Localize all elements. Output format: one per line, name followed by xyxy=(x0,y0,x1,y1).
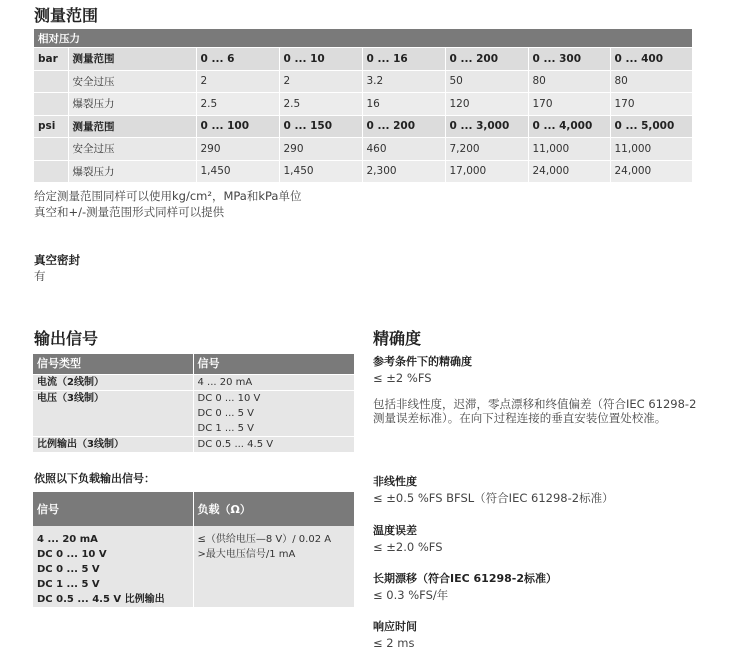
load-signal: DC 0 ... 5 V xyxy=(37,564,100,575)
load-signal: 4 ... 20 mA xyxy=(37,534,98,545)
unit-cell xyxy=(34,93,68,116)
output-section-title: 输出信号 xyxy=(34,329,99,348)
row-label: 爆裂压力 xyxy=(68,93,196,116)
row-label: 爆裂压力 xyxy=(68,160,196,183)
range-value: 2.5 xyxy=(279,93,362,116)
range-value: 17,000 xyxy=(445,160,528,183)
range-value: 2,300 xyxy=(362,160,445,183)
unit-cell xyxy=(34,160,68,183)
signal-values xyxy=(193,391,354,437)
range-value: 7,200 xyxy=(445,138,528,161)
load-value: >最大电压信号/1 mA xyxy=(197,549,296,560)
range-value: 0 ... 100 xyxy=(196,115,279,138)
output-col-type: 信号类型 xyxy=(33,354,193,375)
range-value: 120 xyxy=(445,93,528,116)
output-row xyxy=(33,375,354,391)
range-value: 80 xyxy=(528,70,610,93)
output-signal-table xyxy=(33,354,355,452)
load-value-list xyxy=(193,526,354,607)
load-col-load: 负载（Ω） xyxy=(193,492,354,526)
range-value: 80 xyxy=(610,70,692,93)
range-value: 0 ... 4,000 xyxy=(528,115,610,138)
range-value: 0 ... 150 xyxy=(279,115,362,138)
signal-value: DC 1 ... 5 V xyxy=(197,423,254,434)
unit-cell xyxy=(34,138,68,161)
row-label: 测量范围 xyxy=(68,48,196,71)
range-value: 0 ... 5,000 xyxy=(610,115,692,138)
row-label: 安全过压 xyxy=(68,70,196,93)
vacuum-seal-value: 有 xyxy=(34,269,46,283)
range-value: 0 ... 10 xyxy=(279,48,362,71)
range-row xyxy=(34,70,692,93)
output-row xyxy=(33,437,354,453)
load-signal: DC 0.5 ... 4.5 V 比例输出 xyxy=(37,594,165,605)
range-row xyxy=(34,160,692,183)
range-row xyxy=(34,138,692,161)
range-value: 0 ... 200 xyxy=(445,48,528,71)
output-row xyxy=(33,391,354,437)
signal-type-label: 比例输出（3线制） xyxy=(37,439,124,450)
range-value: 290 xyxy=(196,138,279,161)
signal-value: DC 0 ... 5 V xyxy=(197,408,254,419)
range-row xyxy=(34,93,692,116)
signal-values xyxy=(193,375,354,391)
range-value: 460 xyxy=(362,138,445,161)
row-label: 测量范围 xyxy=(68,115,196,138)
nonlinearity-title: 非线性度 xyxy=(373,475,417,488)
pressure-range-table xyxy=(34,29,693,183)
load-value: ≤（供给电压—8 V）/ 0.02 A xyxy=(197,534,332,545)
load-col-signal: 信号 xyxy=(33,492,193,526)
temperature-error-value: ≤ ±2.0 %FS xyxy=(373,540,443,554)
range-value: 24,000 xyxy=(610,160,692,183)
range-value: 24,000 xyxy=(528,160,610,183)
load-signal: DC 0 ... 10 V xyxy=(37,549,107,560)
output-col-signal: 信号 xyxy=(193,354,354,375)
load-table xyxy=(33,492,355,607)
signal-type-label: 电流（2线制） xyxy=(37,377,104,388)
load-signal: DC 1 ... 5 V xyxy=(37,579,100,590)
unit-cell xyxy=(34,70,68,93)
range-row xyxy=(34,115,692,138)
ref-accuracy-title: 参考条件下的精确度 xyxy=(373,355,472,368)
signal-value: DC 0.5 ... 4.5 V xyxy=(197,439,274,450)
signal-values xyxy=(193,437,354,453)
range-value: 0 ... 6 xyxy=(196,48,279,71)
load-signal-list xyxy=(33,526,193,607)
signal-type-label: 电压（3线制） xyxy=(37,393,104,404)
ref-accuracy-value: ≤ ±2 %FS xyxy=(373,371,432,385)
load-title: 依照以下负载输出信号： xyxy=(34,472,155,485)
range-value: 1,450 xyxy=(196,160,279,183)
bar-rows xyxy=(34,48,692,116)
range-value: 0 ... 200 xyxy=(362,115,445,138)
response-time-title: 响应时间 xyxy=(373,620,417,633)
range-value: 0 ... 400 xyxy=(610,48,692,71)
units-note: 给定测量范围同样可以使用kg/cm²，MPa和kPa单位 xyxy=(34,189,302,203)
vacuum-range-note: 真空和+/-测量范围形式同样可以提供 xyxy=(34,205,225,219)
range-value: 290 xyxy=(279,138,362,161)
signal-type xyxy=(33,375,193,391)
nonlinearity-value: ≤ ±0.5 %FS BFSL（符合IEC 61298-2标准） xyxy=(373,491,614,505)
range-value: 170 xyxy=(610,93,692,116)
range-value: 170 xyxy=(528,93,610,116)
range-value: 11,000 xyxy=(610,138,692,161)
range-value: 0 ... 3,000 xyxy=(445,115,528,138)
range-row xyxy=(34,48,692,71)
temperature-error-title: 温度误差 xyxy=(373,524,417,537)
long-term-drift-value: ≤ 0.3 %FS/年 xyxy=(373,588,449,602)
signal-value: DC 0 ... 10 V xyxy=(197,393,261,404)
unit-cell: bar xyxy=(34,48,68,71)
range-value: 1,450 xyxy=(279,160,362,183)
ref-accuracy-note-2: 测量误差标准）。在向下过程连接的垂直安装位置处校准。 xyxy=(373,411,667,425)
range-value: 2.5 xyxy=(196,93,279,116)
long-term-drift-title: 长期漂移（符合IEC 61298-2标准） xyxy=(373,572,557,585)
accuracy-section-title: 精确度 xyxy=(373,329,422,348)
table-caption: 相对压力 xyxy=(34,29,692,48)
ref-accuracy-note-1: 包括非线性度，迟滞，零点漂移和终值偏差（符合IEC 61298-2 xyxy=(373,397,697,411)
range-value: 50 xyxy=(445,70,528,93)
range-value: 2 xyxy=(279,70,362,93)
range-value: 11,000 xyxy=(528,138,610,161)
range-value: 0 ... 16 xyxy=(362,48,445,71)
range-section-title: 测量范围 xyxy=(34,6,99,25)
range-value: 2 xyxy=(196,70,279,93)
range-value: 16 xyxy=(362,93,445,116)
response-time-value: ≤ 2 ms xyxy=(373,636,415,650)
range-value: 0 ... 300 xyxy=(528,48,610,71)
signal-type xyxy=(33,391,193,437)
unit-cell: psi xyxy=(34,115,68,138)
signal-value: 4 ... 20 mA xyxy=(197,377,253,388)
psi-rows xyxy=(34,115,692,183)
signal-type xyxy=(33,437,193,453)
range-value: 3.2 xyxy=(362,70,445,93)
row-label: 安全过压 xyxy=(68,138,196,161)
vacuum-seal-title: 真空密封 xyxy=(34,253,80,267)
